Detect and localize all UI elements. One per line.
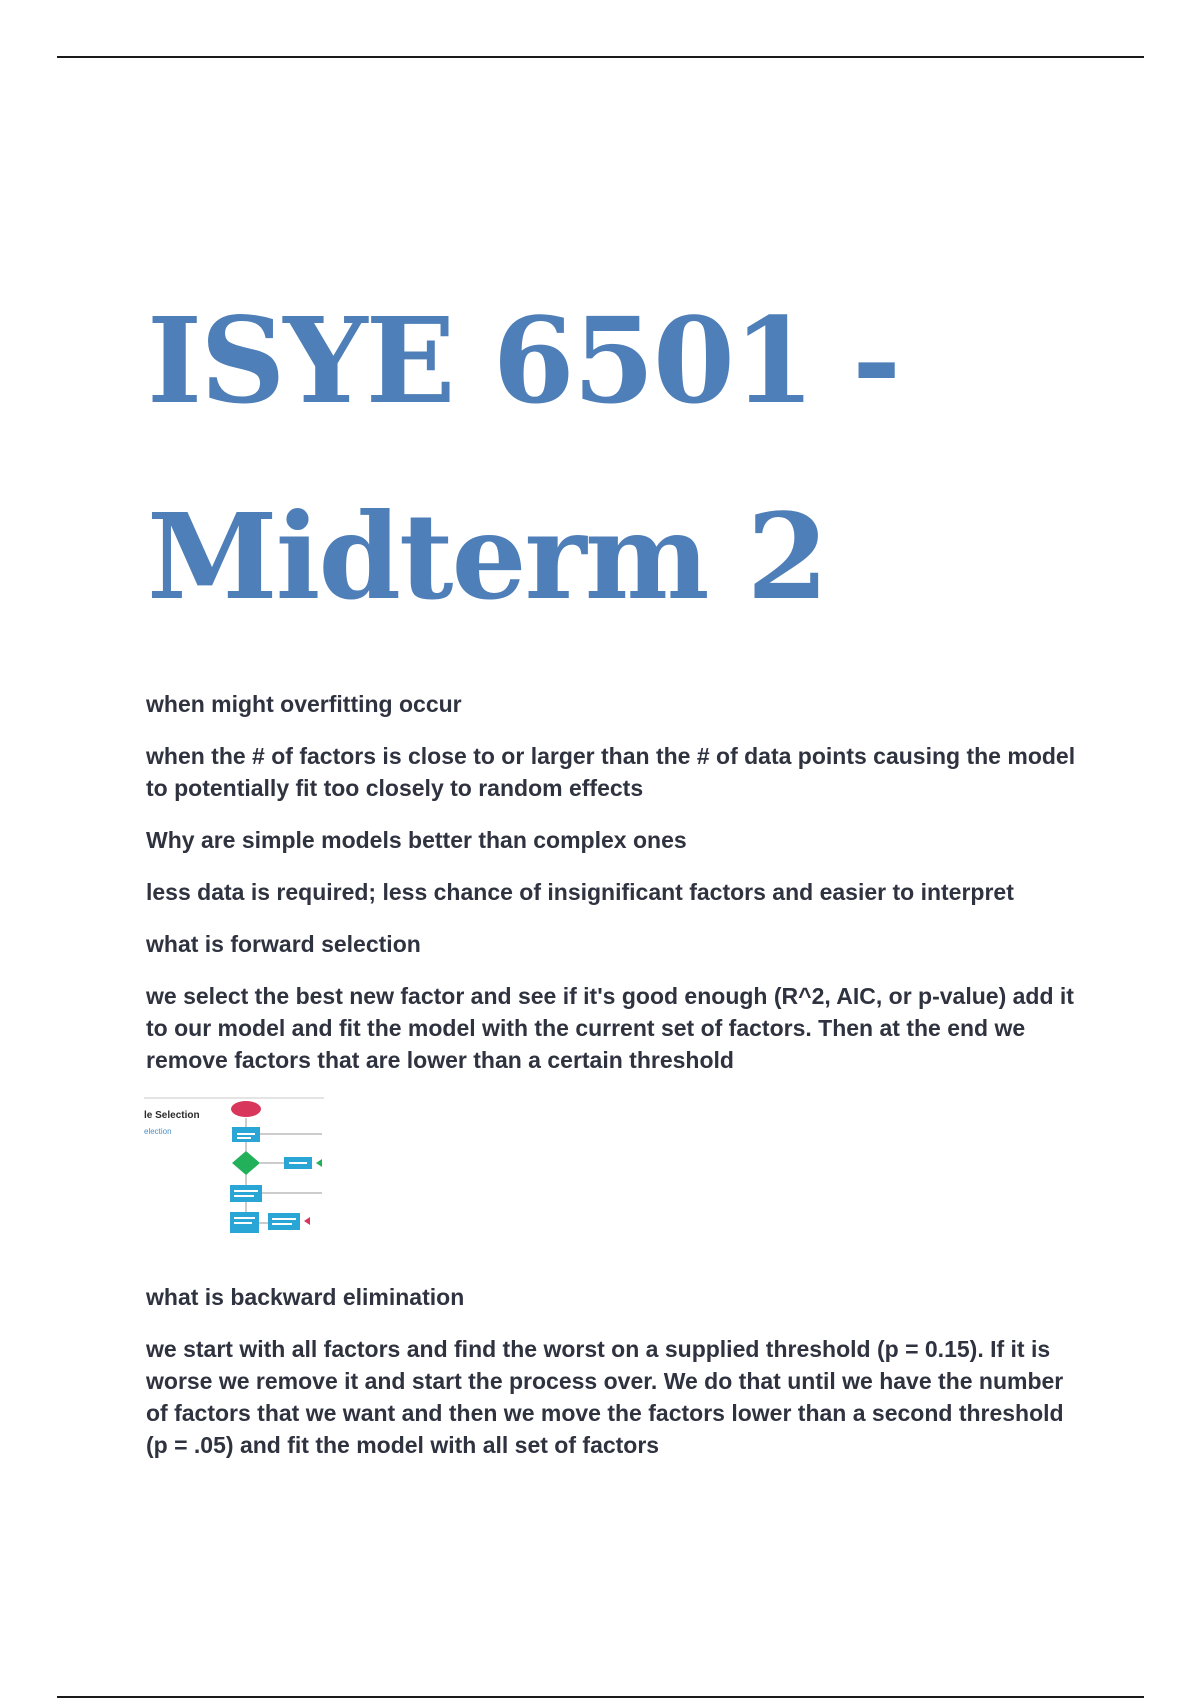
title-line-2: Midterm 2 — [147, 487, 827, 626]
title-line-1: ISYE 6501 - — [147, 291, 900, 430]
top-rule — [57, 56, 1144, 58]
answer-1: when the # of factors is close to or larger than the # of data points causing the model to potentially fit too closely to random effects — [146, 743, 1076, 801]
question-1: when might overfitting occur — [146, 691, 462, 717]
question-2: Why are simple models better than complex ones — [146, 827, 687, 853]
flowchart-subheading: election — [144, 1127, 172, 1136]
start-node — [231, 1101, 261, 1117]
question-3: what is forward selection — [146, 931, 421, 957]
answer-4: we start with all factors and find the worst on a supplied threshold (p = 0.15). If it is worse we remove it and start the process over. We do that until we have the number of factors that we want and then we move the factors lower than a second threshold (p = .05) and fit the model with all set of factors — [146, 1336, 1064, 1458]
process-node-5 — [268, 1213, 300, 1230]
content — [146, 688, 1086, 1481]
flowchart-heading: le Selection — [144, 1110, 200, 1121]
answer-3: we select the best new factor and see if it's good enough (R^2, AIC, or p-value) add it to our model and fit the model with the current set of factors. Then at the end we remove factors that are lower than a certain threshold — [146, 983, 1074, 1073]
forward-selection-flowchart-image — [144, 1096, 324, 1251]
process-node-3 — [230, 1185, 262, 1202]
answer-2: less data is required; less chance of insignificant factors and easier to interpret — [146, 879, 1014, 905]
bottom-rule — [57, 1696, 1144, 1698]
question-4: what is backward elimination — [146, 1284, 465, 1310]
